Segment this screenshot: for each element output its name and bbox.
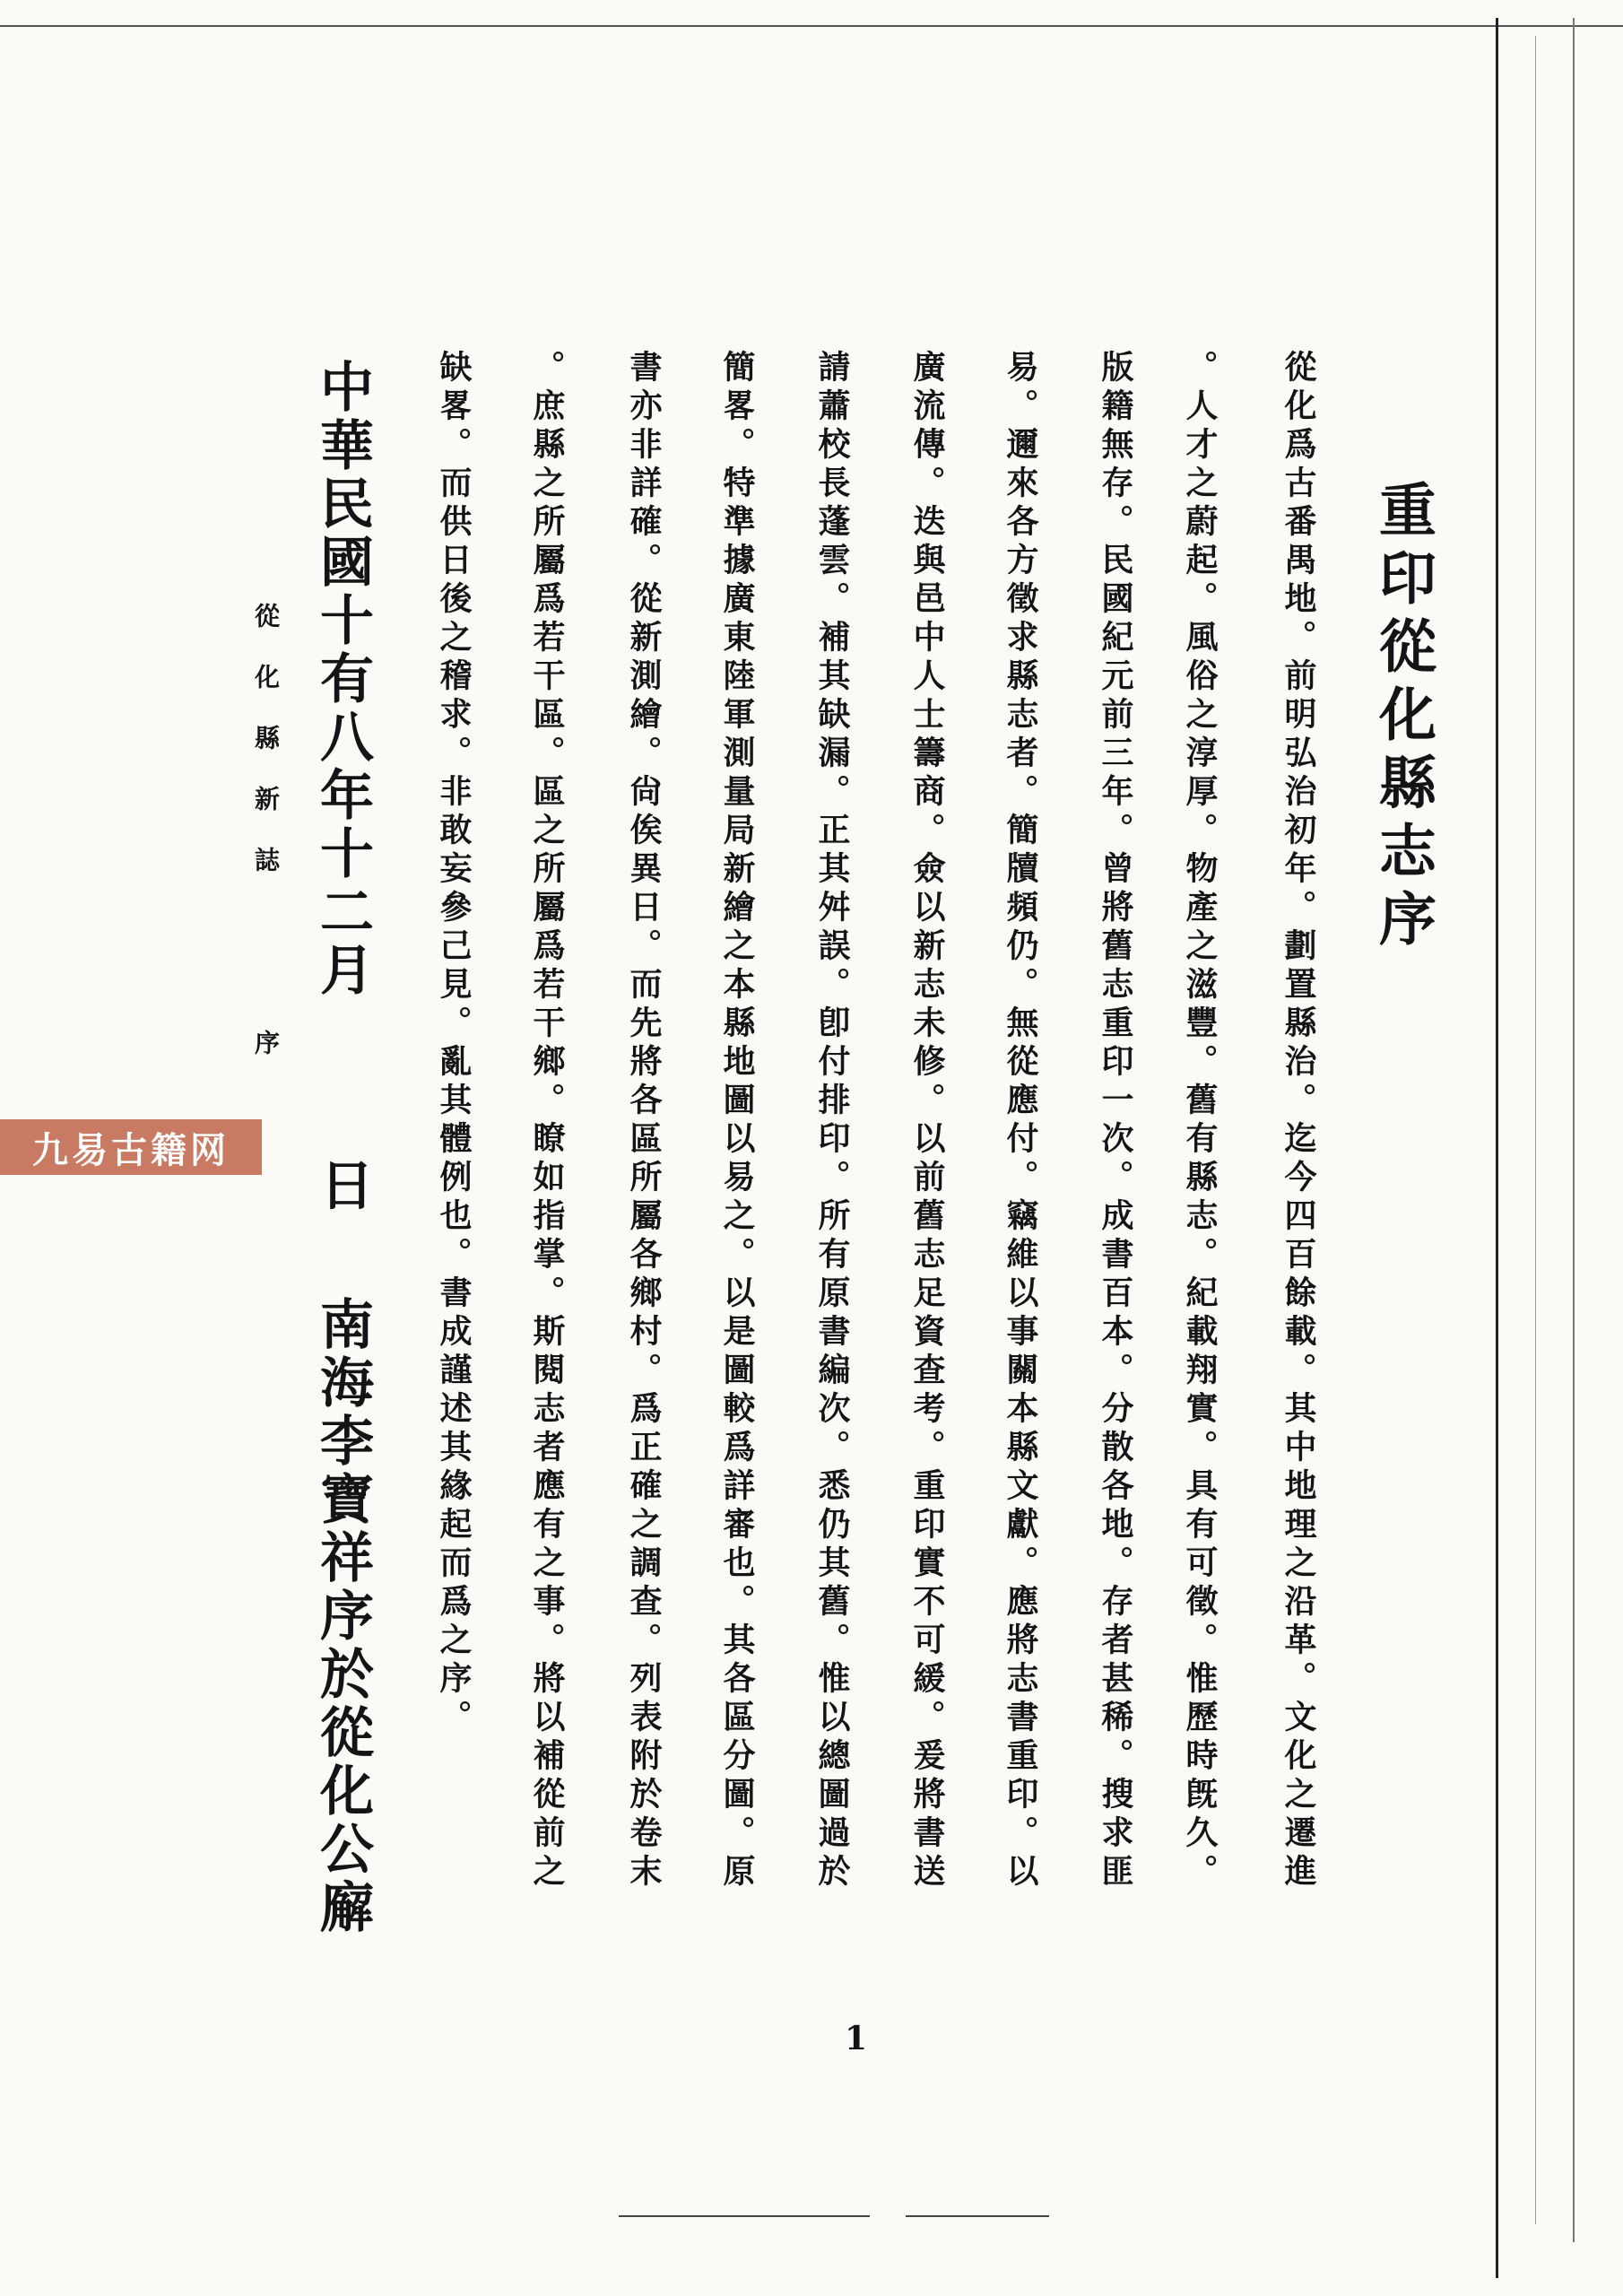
body-column-8: 書亦非詳確。從新測繪。尙俟異日。而先將各區所屬各鄉村。爲正確之調查。列表附於卷末 [625,350,663,1892]
footer-book-title: 從化縣新誌 [251,603,281,908]
page-gutter-line [1496,18,1498,2278]
body-column-6: 請蕭校長蓬雲。補其缺漏。正其舛誤。卽付排印。所有原書編次。悉仍其舊。惟以總圖過於 [813,350,851,1892]
site-watermark: 九易古籍网 [0,1119,262,1175]
body-column-4: 易。邇來各方徵求縣志者。簡牘頻仍。無從應付。竊維以事關本縣文獻。應將志書重印。以 [1002,350,1039,1892]
page-number: 1 [845,2020,868,2057]
body-column-5: 廣流傳。迭與邑中人士籌商。僉以新志未修。以前舊志足資查考。重印實不可緩。爰將書送 [908,350,946,1892]
body-column-2: 。人才之蔚起。風俗之淳厚。物產之滋豐。舊有縣志。紀載翔實。具有可徵。惟歷時旣久。 [1181,350,1219,1892]
footer-section-label: 序 [251,1030,281,1055]
body-column-10: 缺畧。而供日後之稽求。非敢妄參己見。亂其體例也。書成謹述其緣起而爲之序。 [435,350,473,1738]
signature: 南海李寶祥序於從化公廨 [311,1296,374,1937]
body-column-1: 從化爲古番禺地。前明弘治初年。劃置縣治。迄今四百餘載。其中地理之沿革。文化之遷進 [1280,350,1317,1892]
page-edge-line-outer [1573,18,1575,2242]
page-edge-line [1535,36,1536,2224]
bottom-scan-mark [619,2215,870,2217]
body-column-9: 。庶縣之所屬爲若干區。區之所屬爲若干鄉。瞭如指掌。斯閱志者應有之事。將以補從前之 [528,350,566,1892]
day-label: 日 [311,1157,374,1215]
body-column-7: 簡畧。特準據廣東陸軍測量局新繪之本縣地圖以易之。以是圖較爲詳審也。其各區分圖。原 [718,350,756,1892]
top-border-line [0,25,1623,27]
document-title: 重印從化縣志序 [1369,480,1436,957]
bottom-scan-mark [906,2215,1049,2217]
body-column-3: 版籍無存。民國紀元前三年。曾將舊志重印一次。成書百本。分散各地。存者甚稀。搜求匪 [1097,350,1134,1892]
date-line: 中華民國十有八年十二月 [311,359,374,1000]
